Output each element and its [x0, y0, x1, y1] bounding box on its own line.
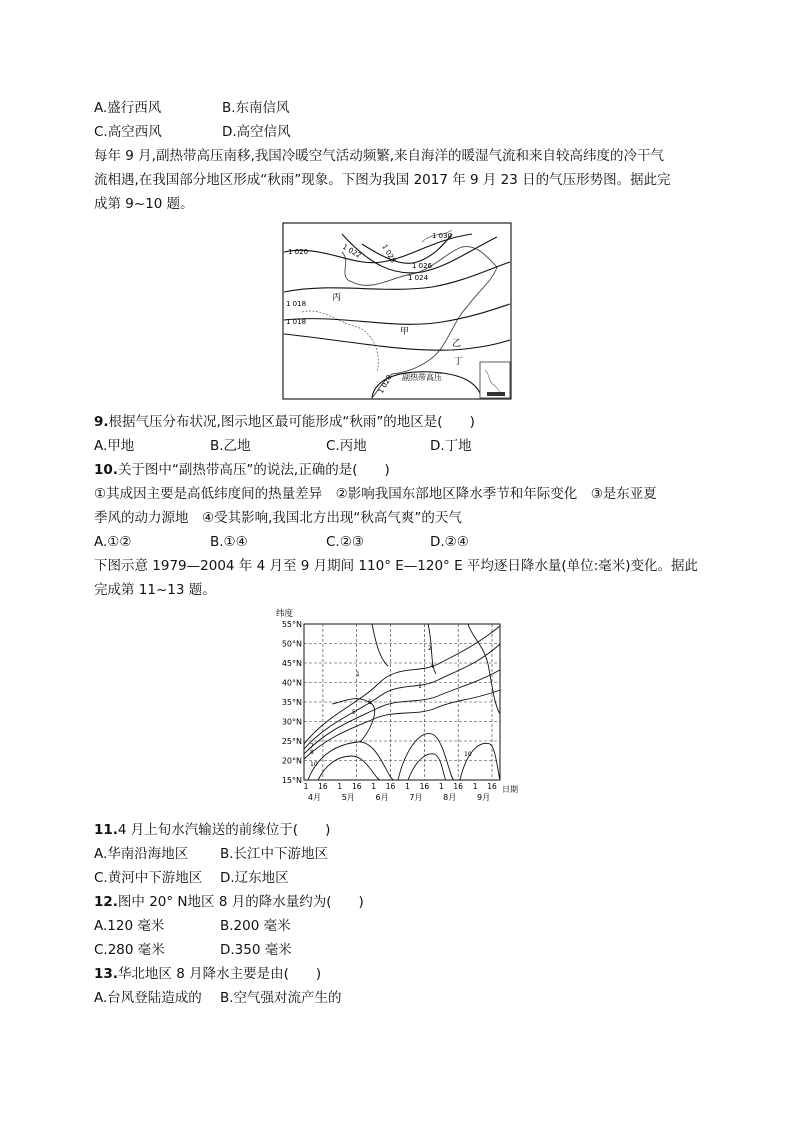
precipitation-contour-chart	[268, 604, 524, 806]
x-tick-labels	[304, 782, 497, 791]
option: D.丁地	[430, 438, 472, 454]
high-pressure-label: 副热带高压	[402, 373, 442, 382]
option: C.280 毫米	[94, 942, 165, 958]
intro2-line2: 完成第 11~13 题。	[94, 582, 216, 598]
day-tick-label: 16	[385, 782, 396, 791]
y-tick-label: 15°N	[281, 776, 302, 785]
question-9: 9.根据气压分布状况,图示地区最可能形成“秋雨”的地区是( )	[94, 414, 475, 430]
contour-label: 1	[356, 671, 360, 678]
place-bing: 丙	[332, 293, 342, 303]
day-tick-label: 16	[351, 782, 362, 791]
month-label: 6月	[375, 793, 389, 802]
contour-label: 10	[464, 751, 472, 758]
contour-label: 1	[418, 683, 422, 690]
day-tick-label: 16	[453, 782, 463, 791]
option-d: D.高空信风	[222, 124, 291, 140]
question-12: 12.图中 20° N地区 8 月的降水量约为( )	[94, 894, 364, 910]
day-tick-label: 16	[419, 782, 430, 791]
option: C.丙地	[326, 438, 367, 454]
question-10-statements-2: 季风的动力源地 ④受其影响,我国北方出现“秋高气爽”的天气	[94, 510, 462, 526]
pressure-map	[282, 222, 512, 400]
question-12-options-2	[94, 940, 292, 960]
place-ding: 丁	[454, 357, 464, 367]
option: B.200 毫米	[220, 918, 291, 934]
month-label: 8月	[443, 793, 457, 802]
month-labels	[308, 793, 490, 802]
month-label: 9月	[476, 793, 491, 802]
isobar-label: 1 024	[408, 274, 429, 282]
question-13-options	[94, 988, 342, 1008]
option: B.长江中下游地区	[220, 846, 329, 862]
option-c: C.高空西风	[94, 124, 162, 140]
option: A.①②	[94, 534, 132, 550]
contour-label: 7	[310, 743, 314, 750]
isobar-label: 1 028	[380, 243, 398, 265]
x-axis-title: 日期	[502, 785, 518, 794]
y-tick-label: 35°N	[281, 698, 302, 707]
option-a: A.盛行西风	[94, 100, 162, 116]
contour-label: 8	[310, 749, 314, 756]
month-label: 7月	[409, 793, 423, 802]
y-tick-label: 40°N	[281, 678, 302, 688]
month-label: 5月	[341, 793, 355, 802]
option: C.②③	[326, 534, 364, 550]
contour-label: 6	[368, 699, 372, 706]
option-b: B.东南信风	[222, 100, 290, 116]
intro2-line1: 下图示意 1979—2004 年 4 月至 9 月期间 110° E—120° E 平均逐日降水量(单位:毫米)变化。据此	[94, 558, 698, 574]
contour-label: 10	[310, 761, 318, 768]
day-tick-label: 16	[487, 782, 497, 791]
option: D.350 毫米	[220, 942, 292, 958]
place-jia: 甲	[400, 327, 410, 337]
month-label: 4月	[307, 793, 322, 802]
question-12-options-1	[94, 916, 291, 936]
isobar-label: 1 026	[412, 262, 433, 270]
question-11: 11.4 月上旬水汽输送的前缘位于( )	[94, 822, 331, 838]
y-tick-label: 20°N	[281, 756, 302, 766]
option: B.空气强对流产生的	[220, 990, 342, 1006]
intro1-line2: 流相遇,在我国部分地区形成“秋雨”现象。下图为我国 2017 年 9 月 23 日的气压形势图。据此完	[94, 172, 671, 188]
intro1-line3: 成第 9~10 题。	[94, 196, 194, 212]
y-tick-label: 55°N	[281, 620, 302, 629]
y-tick-label: 25°N	[281, 737, 302, 746]
question-10: 10.关于图中“副热带高压”的说法,正确的是( )	[94, 462, 390, 478]
y-tick-labels	[282, 620, 302, 785]
isobar-label: 1 018	[286, 300, 307, 308]
day-tick-label: 16	[318, 782, 328, 791]
options-row-ab	[94, 98, 290, 118]
contour-label: 2	[428, 645, 432, 652]
y-tick-label: 45°N	[281, 659, 302, 668]
option: B.乙地	[210, 438, 251, 454]
question-13: 13.华北地区 8 月降水主要是由( )	[94, 966, 322, 982]
contour-label: 5	[352, 709, 356, 716]
isobar-label: 1 030	[432, 232, 453, 240]
isobar-label: 1 022	[341, 242, 363, 260]
y-tick-label: 30°N	[281, 717, 302, 727]
day-tick-label: 1	[371, 782, 377, 791]
day-tick-label: 1	[472, 782, 478, 791]
y-axis-title: 纬度	[276, 609, 294, 619]
option: A.甲地	[94, 438, 135, 454]
isobar-label: 1 020	[288, 248, 309, 256]
day-tick-label: 1	[303, 782, 309, 791]
y-tick-label: 50°N	[281, 639, 302, 649]
question-10-statements-1: ①其成因主要是高低纬度间的热量差异 ②影响我国东部地区降水季节和年际变化 ③是东亚夏	[94, 486, 657, 502]
isobar-label: 1 020	[376, 373, 394, 395]
intro1-line1: 每年 9 月,副热带高压南移,我国冷暖空气活动频繁,来自海洋的暖湿气流和来自较高纬度的冷干气	[94, 148, 665, 164]
option: A.120 毫米	[94, 918, 165, 934]
question-10-options	[94, 532, 469, 552]
option: D.②④	[430, 534, 469, 550]
option: D.辽东地区	[220, 870, 289, 886]
question-11-options-2	[94, 868, 289, 888]
question-11-options-1	[94, 844, 328, 864]
contour-label: 4	[430, 663, 434, 670]
options-row-cd	[94, 122, 291, 142]
option: A.华南沿海地区	[94, 846, 189, 862]
day-tick-label: 1	[337, 782, 343, 791]
day-tick-label: 1	[405, 782, 410, 791]
option: C.黄河中下游地区	[94, 870, 203, 886]
option: A.台风登陆造成的	[94, 990, 202, 1006]
isobar-label: 1 018	[286, 318, 307, 326]
option: B.①④	[210, 534, 248, 550]
day-tick-label: 1	[438, 782, 444, 791]
question-9-options	[94, 436, 472, 456]
place-yi: 乙	[452, 339, 462, 349]
